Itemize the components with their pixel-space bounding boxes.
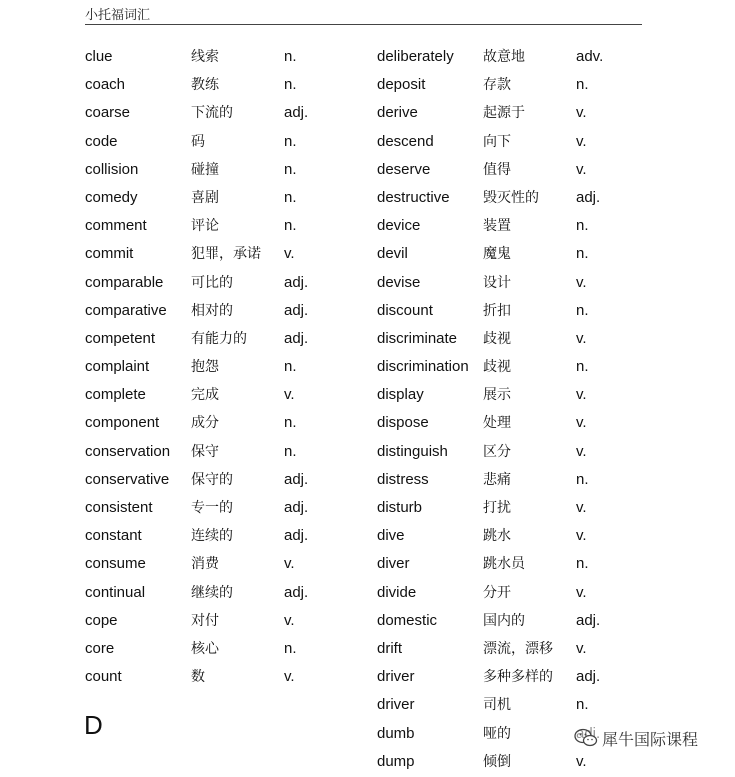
vocab-meaning: 司机	[483, 697, 511, 714]
vocab-pos: v.	[576, 386, 587, 404]
vocab-meaning: 值得	[483, 161, 511, 178]
vocab-meaning: 魔鬼	[483, 246, 511, 263]
vocab-meaning: 展示	[483, 387, 511, 404]
vocab-word: domestic	[377, 611, 438, 629]
vocab-word: code	[85, 132, 118, 150]
vocab-word: derive	[377, 104, 418, 122]
vocab-word: comment	[85, 217, 147, 235]
vocab-word: drift	[377, 639, 403, 657]
vocab-word: complete	[85, 386, 146, 404]
vocab-meaning: 歧视	[483, 359, 511, 376]
vocab-pos: n.	[576, 301, 589, 319]
vocab-pos: adj.	[284, 527, 309, 545]
vocab-meaning: 区分	[483, 443, 511, 460]
vocab-pos: v.	[576, 414, 587, 432]
vocab-meaning: 跳水员	[483, 556, 525, 573]
vocab-word: continual	[85, 583, 146, 601]
vocab-meaning: 完成	[191, 387, 219, 404]
vocab-word: dispose	[377, 414, 429, 432]
vocab-meaning: 悲痛	[483, 471, 511, 488]
vocab-word: conservation	[85, 442, 171, 460]
vocab-meaning: 跳水	[483, 528, 511, 545]
vocab-word: dump	[377, 752, 415, 770]
vocab-word: constant	[85, 527, 142, 545]
watermark-text: 犀牛国际课程	[602, 729, 699, 749]
vocab-meaning: 打扰	[483, 500, 511, 516]
vocab-word: commit	[85, 245, 134, 263]
vocab-word: devil	[377, 245, 408, 263]
vocab-pos: adj.	[284, 499, 309, 516]
vocab-meaning: 对付	[191, 612, 219, 629]
vocab-word: deliberately	[377, 48, 454, 65]
vocab-pos: adj.	[284, 329, 309, 347]
vocab-meaning: 毁灭性的	[483, 189, 539, 206]
vocab-meaning: 故意地	[483, 49, 525, 65]
vocab-pos: v.	[576, 442, 587, 460]
vocab-word: deposit	[377, 76, 426, 94]
vocab-pos: n.	[284, 188, 297, 206]
vocab-pos: v.	[576, 160, 587, 178]
vocab-pos: v.	[576, 752, 587, 770]
vocab-meaning: 消费	[191, 556, 219, 573]
vocab-meaning: 漂流，漂移	[483, 640, 553, 657]
vocab-word: competent	[85, 329, 156, 347]
vocab-word: clue	[85, 48, 113, 65]
vocab-meaning: 倾倒	[483, 753, 511, 770]
vocab-meaning: 线索	[191, 49, 219, 65]
vocab-meaning: 犯罪，承诺	[191, 246, 261, 263]
vocab-meaning: 抱怨	[191, 359, 219, 376]
vocab-meaning: 装置	[483, 218, 511, 235]
vocab-pos: n.	[576, 555, 589, 573]
vocab-pos: adj.	[284, 470, 309, 488]
vocab-pos: v.	[576, 527, 587, 545]
vocab-pos: n.	[284, 639, 297, 657]
vocab-pos: n.	[284, 358, 297, 376]
vocab-word: disturb	[377, 499, 423, 516]
header-title: 小托福词汇	[85, 8, 151, 23]
vocab-word: diver	[377, 555, 410, 573]
vocab-word: driver	[377, 696, 415, 714]
vocab-pos: v.	[284, 555, 295, 573]
vocab-pos: n.	[284, 217, 297, 235]
vocab-meaning: 处理	[483, 415, 511, 432]
vocab-pos: adj.	[284, 583, 309, 601]
vocab-pos: adj.	[576, 611, 601, 629]
vocab-pos: v.	[576, 639, 587, 657]
vocab-meaning: 码	[191, 133, 205, 150]
vocab-meaning: 多种多样的	[483, 669, 553, 686]
vocab-meaning: 可比的	[191, 274, 233, 291]
vocab-meaning: 专一的	[191, 500, 233, 516]
vocab-pos: v.	[284, 611, 295, 629]
vocab-meaning: 下流的	[191, 105, 233, 122]
vocab-word: coach	[85, 76, 126, 94]
vocab-pos: n.	[284, 76, 297, 94]
vocab-pos: v.	[284, 245, 295, 263]
vocab-word: component	[85, 414, 160, 432]
vocab-pos: n.	[576, 76, 589, 94]
watermark	[572, 726, 700, 750]
vocab-word: discount	[377, 301, 433, 319]
vocab-word: descend	[377, 132, 434, 150]
vocab-meaning: 相对的	[191, 302, 233, 319]
vocab-pos: v.	[576, 499, 587, 516]
vocab-word: complaint	[85, 358, 150, 376]
vocab-word: consume	[85, 555, 146, 573]
vocab-word: driver	[377, 668, 415, 686]
vocab-meaning: 成分	[191, 415, 219, 432]
vocab-pos: v.	[576, 329, 587, 347]
vocab-word: dumb	[377, 724, 415, 742]
vocab-pos: adj.	[284, 273, 309, 291]
vocab-meaning: 设计	[483, 274, 511, 291]
vocab-word: discriminate	[377, 329, 458, 347]
vocab-pos: n.	[576, 245, 589, 263]
vocab-word: comparative	[85, 301, 167, 319]
vocab-word: cope	[85, 611, 118, 629]
vocab-word: device	[377, 217, 421, 235]
vocab-pos: n.	[284, 48, 297, 65]
vocab-word: deserve	[377, 160, 431, 178]
vocab-pos: adj.	[284, 301, 309, 319]
vocab-word: count	[85, 668, 122, 686]
vocab-meaning: 碰撞	[191, 161, 219, 178]
vocab-pos: n.	[576, 696, 589, 714]
vocab-pos: adv.	[576, 48, 604, 65]
vocab-word: destructive	[377, 188, 450, 206]
vocab-meaning: 国内的	[483, 612, 525, 629]
vocab-word: collision	[85, 160, 139, 178]
vocab-word: discrimination	[377, 358, 469, 376]
header-rule	[85, 24, 642, 25]
vocab-meaning: 有能力的	[191, 330, 247, 347]
vocab-meaning: 教练	[191, 77, 219, 94]
vocab-pos: n.	[284, 442, 297, 460]
vocab-meaning: 向下	[483, 133, 511, 150]
vocab-pos: v.	[284, 668, 295, 686]
vocab-word: coarse	[85, 104, 131, 122]
vocab-word: display	[377, 386, 424, 404]
vocab-meaning: 分开	[483, 584, 511, 601]
vocab-pos: n.	[284, 132, 297, 150]
wechat-icon	[574, 728, 598, 748]
vocab-word: consistent	[85, 499, 153, 516]
vocab-word: comedy	[85, 188, 138, 206]
vocab-meaning: 数	[191, 669, 205, 686]
vocab-pos: v.	[576, 273, 587, 291]
vocab-pos: adj.	[284, 104, 309, 122]
vocab-word: devise	[377, 273, 421, 291]
vocab-pos: n.	[576, 358, 589, 376]
vocab-pos: v.	[576, 104, 587, 122]
vocab-word: dive	[377, 527, 405, 545]
vocab-meaning: 继续的	[191, 584, 233, 601]
vocab-pos: adj.	[576, 668, 601, 686]
vocab-word: comparable	[85, 273, 164, 291]
vocab-meaning: 哑的	[483, 725, 511, 742]
vocab-pos: n.	[284, 160, 297, 178]
vocab-pos: v.	[576, 132, 587, 150]
vocab-pos: n.	[576, 217, 589, 235]
vocab-meaning: 起源于	[483, 105, 525, 122]
vocab-meaning: 喜剧	[191, 189, 219, 206]
vocab-meaning: 连续的	[191, 528, 233, 545]
vocab-word: conservative	[85, 470, 170, 488]
vocab-word: distress	[377, 470, 429, 488]
vocab-pos: n.	[576, 470, 589, 488]
vocab-word: divide	[377, 583, 417, 601]
vocab-pos: adj.	[576, 188, 601, 206]
vocab-meaning: 核心	[191, 640, 219, 657]
vocab-pos: v.	[284, 386, 295, 404]
vocab-word: core	[85, 639, 115, 657]
vocab-meaning: 保守	[191, 443, 219, 460]
vocab-meaning: 折扣	[483, 302, 511, 319]
vocab-pos: n.	[284, 414, 297, 432]
vocab-meaning: 保守的	[191, 471, 233, 488]
section-letter: D	[84, 710, 103, 740]
vocab-meaning: 歧视	[483, 330, 511, 347]
vocab-word: distinguish	[377, 442, 448, 460]
vocab-meaning: 评论	[191, 218, 219, 235]
vocab-pos: v.	[576, 583, 587, 601]
vocab-meaning: 存款	[483, 77, 511, 94]
